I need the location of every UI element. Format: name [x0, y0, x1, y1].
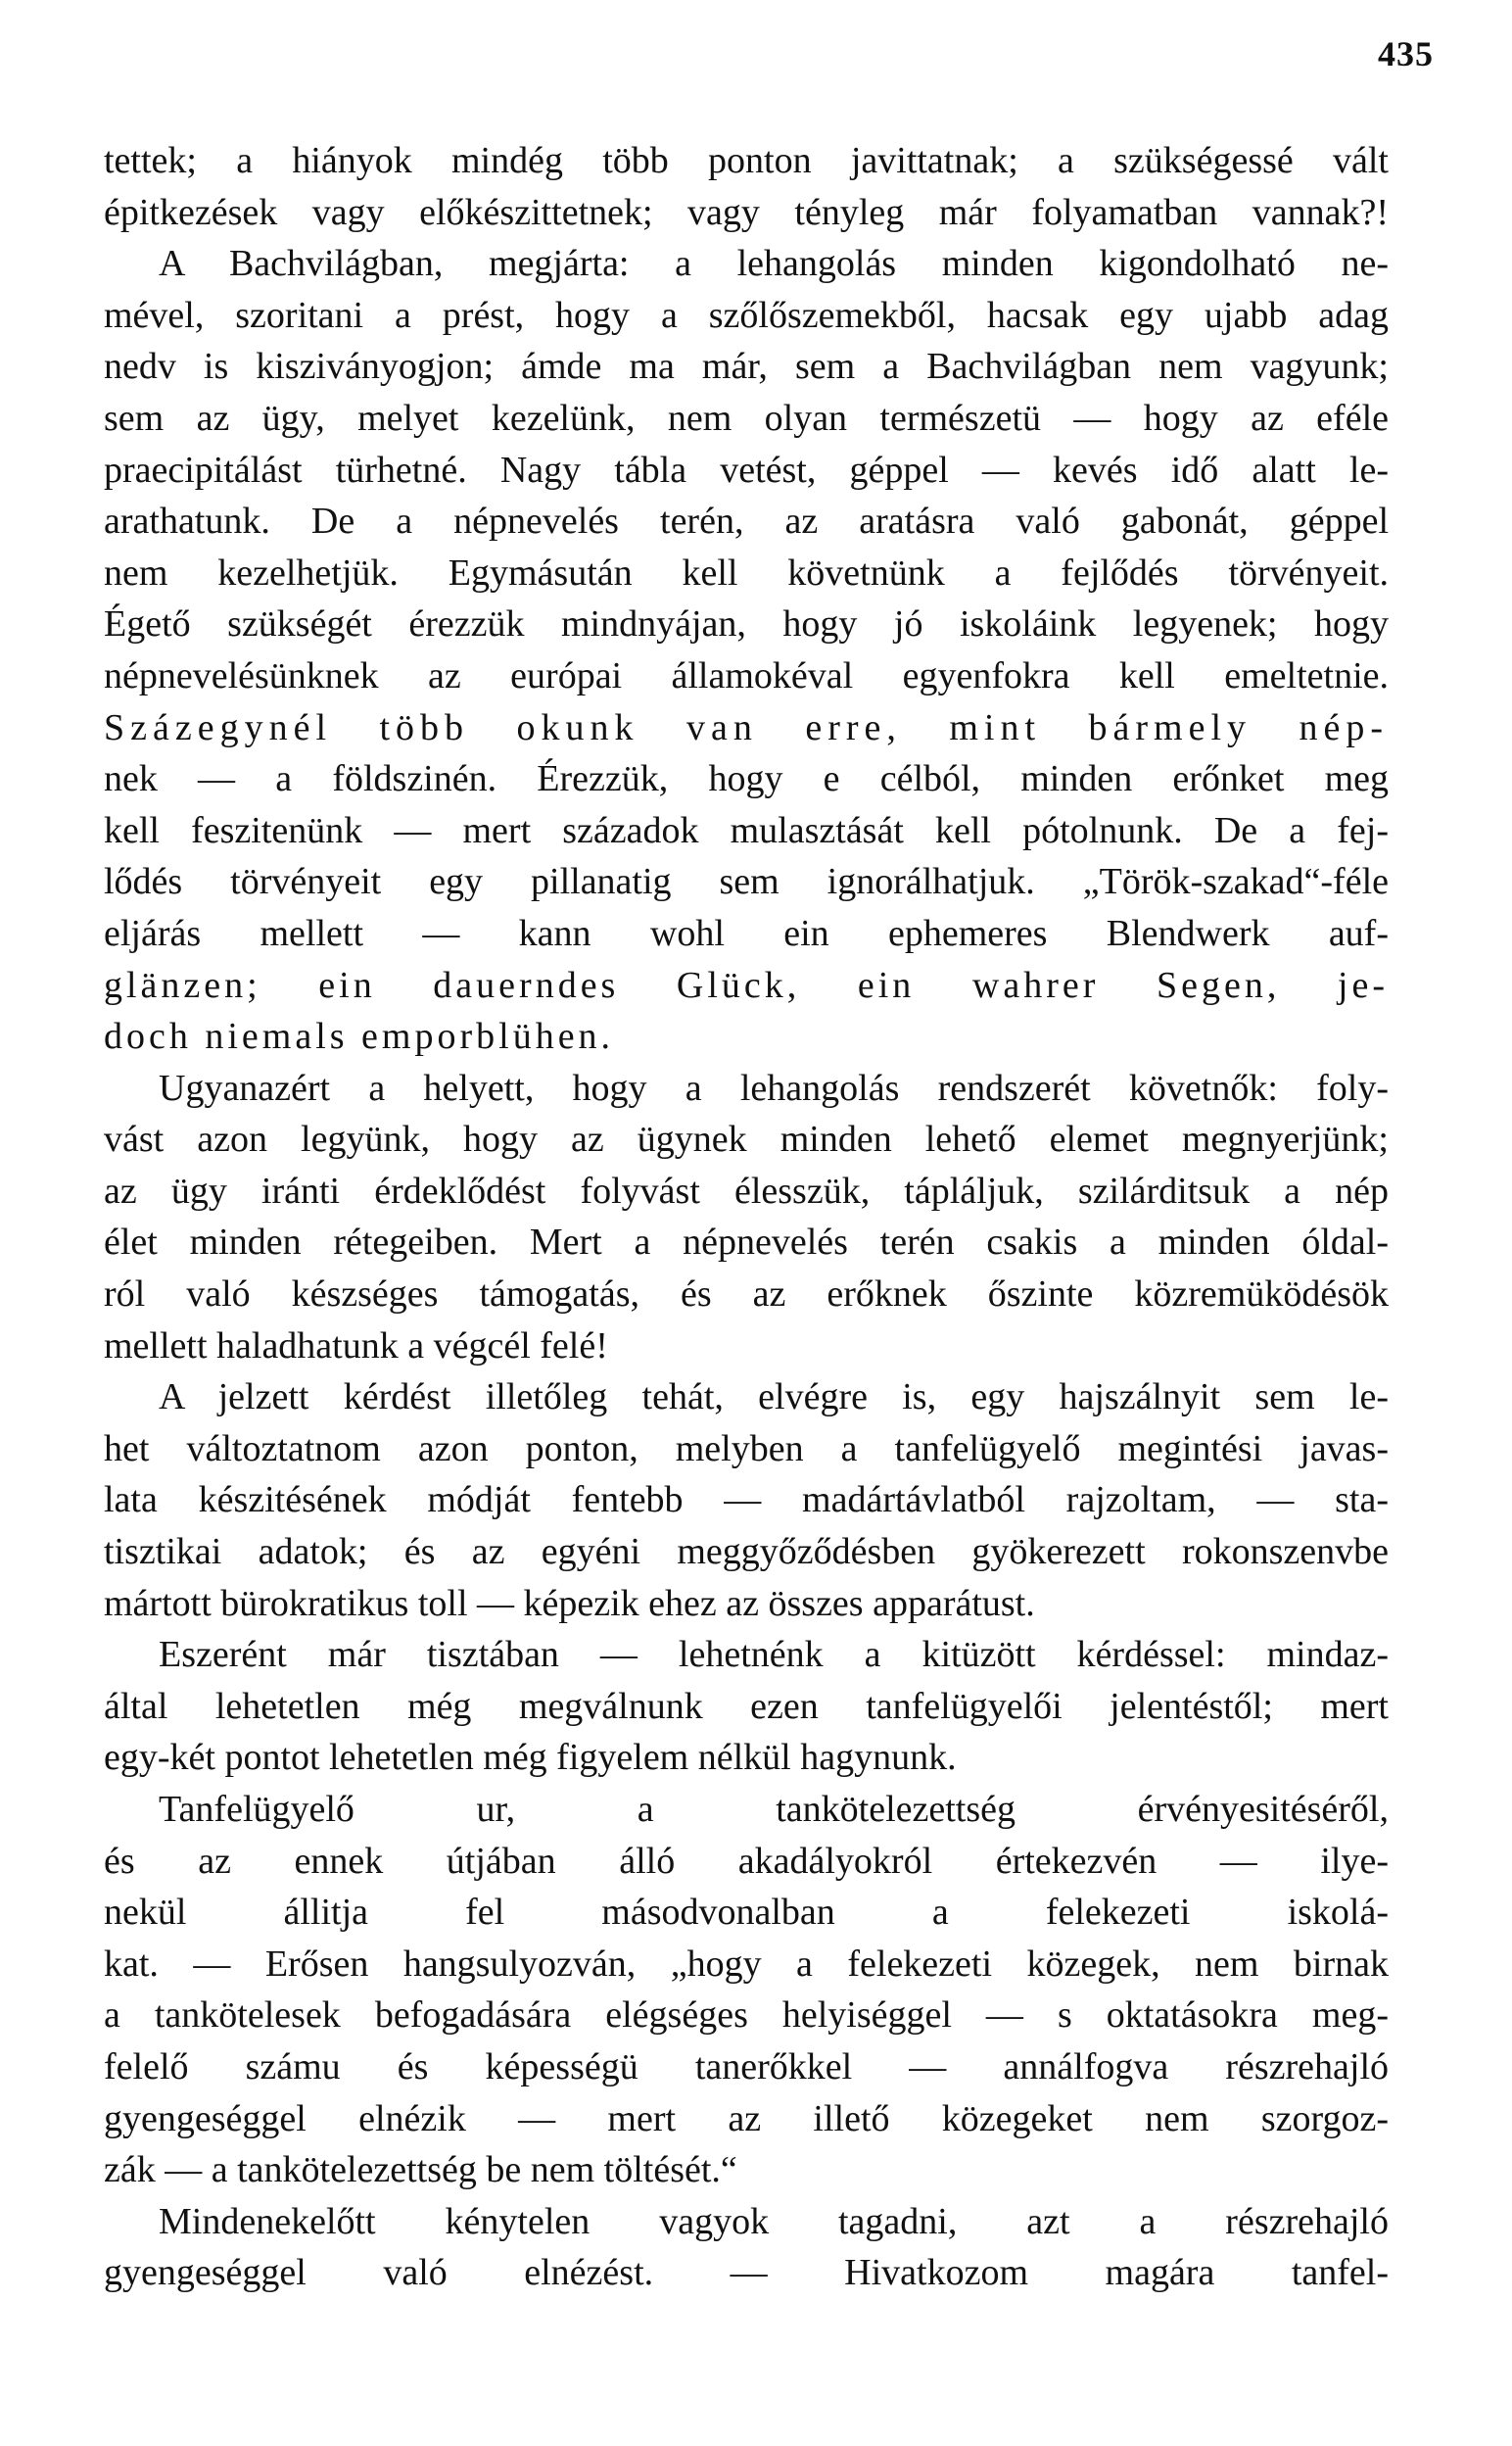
- text-line: mártott bürokratikus toll — képezik ehez az összes apparátust.: [104, 1582, 1035, 1624]
- text-line: nek — a földszinén. Érezzük, hogy e célból, minden erőnket meg: [104, 758, 1389, 800]
- page-number: 435: [1378, 34, 1434, 73]
- text-line: het változtatnom azon ponton, melyben a tanfelügyelő megintési javas-: [104, 1427, 1389, 1469]
- text-line: kat. — Erősen hangsulyozván, „hogy a felekezeti közegek, nem birnak: [104, 1942, 1389, 1985]
- text-line: glänzen; ein dauerndes Glück, ein wahrer Segen, je-: [104, 964, 1389, 1006]
- text-line: gyengeséggel való elnézést. — Hivatkozom magára tanfel-: [104, 2252, 1389, 2294]
- text-line: nem kezelhetjük. Egymásután kell követnünk a fejlődés törvényeit.: [104, 552, 1389, 594]
- text-line: zák — a tankötelezettség be nem töltését.“: [104, 2149, 737, 2191]
- text-line: mével, szoritani a prést, hogy a szőlőszemekből, hacsak egy ujabb adag: [104, 294, 1389, 336]
- text-line: praecipitálást türhetné. Nagy tábla vetést, géppel — kevés idő alatt le-: [104, 449, 1389, 491]
- text-line: Égető szükségét érezzük mindnyájan, hogy jó iskoláink legyenek; hogy: [104, 603, 1389, 646]
- text-line: vást azon legyünk, hogy az ügynek minden lehető elemet megnyerjünk;: [104, 1119, 1389, 1161]
- text-line: Ugyanazért a helyett, hogy a lehangolás rendszerét követnők: foly-: [159, 1067, 1389, 1109]
- text-line: az ügy iránti érdeklődést folyvást élesszük, tápláljuk, szilárditsuk a nép: [104, 1170, 1389, 1212]
- text-line: arathatunk. De a népnevelés terén, az aratásra való gabonát, géppel: [104, 501, 1389, 543]
- text-line: Eszerént már tisztában — lehetnénk a kitüzött kérdéssel: mindaz-: [159, 1634, 1389, 1676]
- text-line: egy-két pontot lehetetlen még figyelem nélkül hagynunk.: [104, 1737, 957, 1779]
- text-line: kell feszitenünk — mert századok mulasztását kell pótolnunk. De a fej-: [104, 809, 1389, 851]
- text-line: és az ennek útjában álló akadályokról értekezvén — ilye-: [104, 1840, 1389, 1882]
- text-line: tisztikai adatok; és az egyéni meggyőződésben gyökerezett rokonszenvbe: [104, 1531, 1389, 1573]
- text-line: eljárás mellett — kann wohl ein ephemeres Blendwerk auf-: [104, 912, 1389, 954]
- text-line: a tankötelesek befogadására elégséges helyiséggel — s oktatásokra meg-: [104, 1994, 1389, 2037]
- text-line: által lehetetlen még megválnunk ezen tanfelügyelői jelentéstől; mert: [104, 1685, 1389, 1727]
- text-line: gyengeséggel elnézik — mert az illető közegeket nem szorgoz-: [104, 2097, 1389, 2139]
- text-line: Tanfelügyelő ur, a tankötelezettség érvényesitéséről,: [159, 1789, 1389, 1830]
- text-line: élet minden rétegeiben. Mert a népnevelés terén csakis a minden óldal-: [104, 1222, 1389, 1264]
- text-line: nedv is kisziványogjon; ámde ma már, sem a Bachvilágban nem vagyunk;: [104, 346, 1389, 388]
- text-line: népnevelésünknek az európai államokéval egyenfokra kell emeltetnie.: [104, 654, 1389, 696]
- text-line: tettek; a hiányok mindég több ponton javittatnak; a szükségessé vált: [104, 140, 1389, 181]
- text-line: A jelzett kérdést illetőleg tehát, elvégre is, egy hajszálnyit sem le-: [159, 1376, 1389, 1418]
- text-line: lata készitésének módját fentebb — madártávlatból rajzoltam, — sta-: [104, 1479, 1389, 1521]
- text-line: lődés törvényeit egy pillanatig sem ignorálhatjuk. „Török-szakad“-féle: [104, 861, 1389, 903]
- text-line: Százegynél több okunk van erre, mint bármely nép-: [104, 706, 1389, 748]
- text-line: A Bachvilágban, megjárta: a lehangolás minden kigondolható ne-: [159, 243, 1389, 285]
- text-line: épitkezések vagy előkészittetnek; vagy tényleg már folyamatban vannak?!: [104, 191, 1389, 233]
- text-line: Mindenekelőtt kénytelen vagyok tagadni, azt a részrehajló: [159, 2200, 1389, 2242]
- text-line: nekül állitja fel másodvonalban a felekezeti iskolá-: [104, 1892, 1389, 1934]
- body-text: [104, 135, 1389, 2299]
- text-line: mellett haladhatunk a végcél felé!: [104, 1324, 608, 1367]
- text-line: doch niemals emporblühen.: [104, 1016, 615, 1058]
- text-line: felelő számu és képességü tanerőkkel — annálfogva részrehajló: [104, 2045, 1389, 2087]
- text-line: ról való készséges támogatás, és az erőknek őszinte közremüködésök: [104, 1273, 1389, 1316]
- text-line: sem az ügy, melyet kezelünk, nem olyan természetü — hogy az eféle: [104, 397, 1389, 439]
